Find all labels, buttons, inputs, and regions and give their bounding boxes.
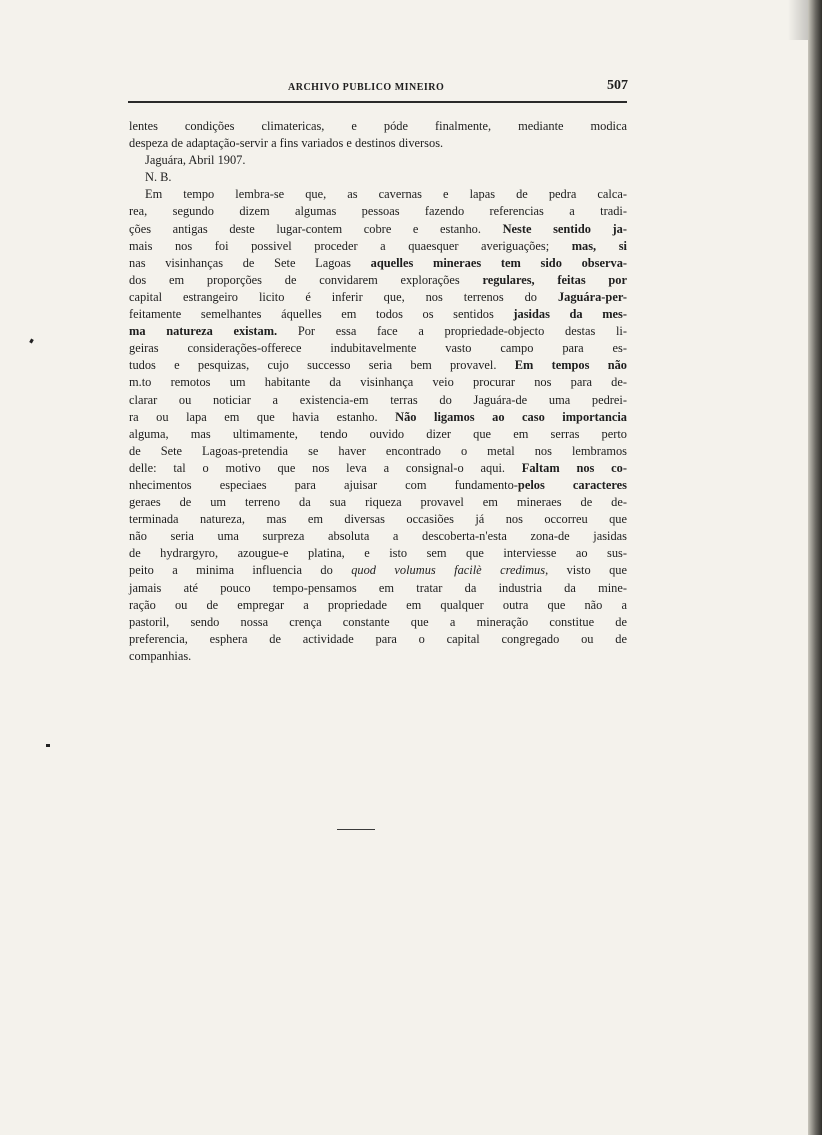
- text-line: ração ou de empregar a propriedade em qualquer outra que não a: [129, 597, 627, 612]
- text-line: delle: tal o motivo que nos leva a consignal-o aqui. Faltam nos co-: [129, 460, 627, 475]
- section-end-rule: [337, 829, 375, 830]
- text-line: ra ou lapa em que havia estanho. Não ligamos ao caso importancia: [129, 409, 627, 424]
- text-line: não seria uma surpreza absoluta a descoberta-n'esta zona-de jasidas: [129, 529, 627, 544]
- text-line: dos em proporções de convidarem explorações regulares, feitas por: [129, 272, 628, 287]
- text-line: terminada natureza, mas em diversas occasiões já nos occorreu que: [129, 512, 627, 527]
- page-edge-shadow: [808, 0, 822, 1135]
- text-line: lentes condições climatericas, e póde finalmente, mediante modica: [129, 119, 627, 133]
- text-line: preferencia, esphera de actividade para o capital congregado ou de: [129, 631, 627, 646]
- running-head: ARCHIVO PUBLICO MINEIRO: [288, 82, 445, 93]
- text-line: nas visinhanças de Sete Lagoas aquelles mineraes tem sido observa-: [129, 255, 628, 270]
- text-line: Em tempo lembra-se que, as cavernas e lapas de pedra calca-: [145, 187, 627, 202]
- page-header: [128, 78, 628, 100]
- text-line: mais nos foi possivel proceder a quaesquer averiguações; mas, si: [129, 238, 627, 253]
- text-line: tudos e pesquizas, cujo successo seria bem provavel. Em tempos não: [129, 358, 627, 373]
- text-line: peito a minima influencia do quod volumus facilè credimus, visto que: [129, 563, 628, 578]
- nota-bene-line: N. B.: [145, 170, 172, 185]
- text-line: geiras considerações-offerece indubitavelmente vasto campo para es-: [129, 341, 627, 356]
- text-line: ma natureza existam. Por essa face a propriedade-objecto destas li-: [129, 324, 627, 339]
- text-line: jamais até pouco tempo-pensamos em tratar da industria da mine-: [129, 580, 627, 595]
- text-line: ções antigas deste lugar-contem cobre e estanho. Neste sentido ja-: [129, 221, 627, 236]
- text-line: nhecimentos especiaes para ajuisar com fundamento-pelos caracteres: [129, 477, 627, 492]
- text-line: de Sete Lagoas-pretendia se haver encontrado o metal nos lembramos: [129, 443, 627, 458]
- text-line: feitamente semelhantes áquelles em todos os sentidos jasidas da mes-: [129, 307, 627, 322]
- text-line: rea, segundo dizem algumas pessoas fazendo referencias a tradi-: [129, 204, 627, 219]
- page-number: 507: [607, 78, 628, 93]
- body-text: [129, 118, 627, 665]
- margin-mark: [46, 744, 50, 747]
- text-line: pastoril, sendo nossa crença constante que a mineração constitue de: [129, 614, 627, 629]
- text-line: m.to remotos um habitante da visinhança veio procurar nos para de-: [129, 375, 627, 390]
- header-rule: [128, 101, 627, 103]
- text-line: alguma, mas ultimamente, tendo ouvido dizer que em serras perto: [129, 426, 627, 441]
- text-line: companhias.: [129, 648, 192, 663]
- page-edge-shade: [788, 0, 808, 40]
- text-line: capital estrangeiro licito é inferir que, nos terrenos do Jaguára-per-: [129, 289, 627, 304]
- place-date-line: Jaguára, Abril 1907.: [145, 153, 246, 168]
- margin-mark: [29, 339, 34, 344]
- text-line: despeza de adaptação-servir a fins variados e destinos diversos.: [129, 136, 444, 151]
- text-line: clarar ou noticiar a existencia-em terras do Jaguára-de uma pedrei-: [129, 392, 627, 407]
- text-line: de hydrargyro, azougue-e platina, e isto sem que interviesse ao sus-: [129, 546, 627, 561]
- text-line: geraes de um terreno da sua riqueza provavel em mineraes de de-: [129, 495, 627, 510]
